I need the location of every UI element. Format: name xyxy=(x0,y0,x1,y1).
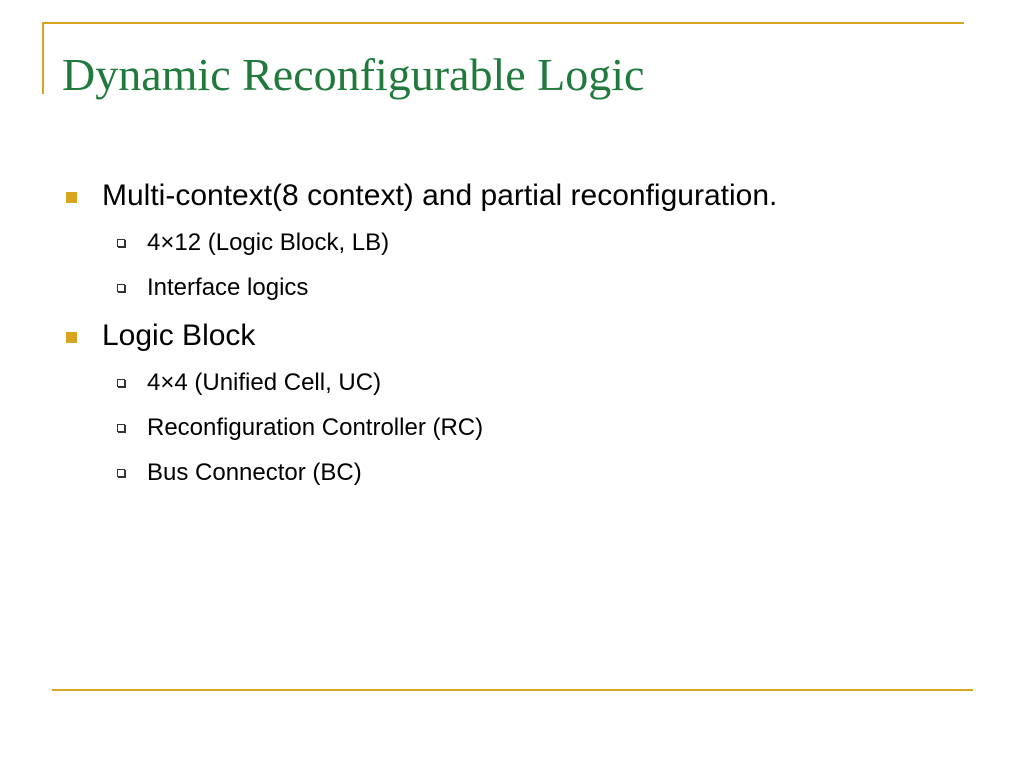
filled-square-bullet-icon xyxy=(66,332,77,343)
hollow-square-bullet-icon xyxy=(117,239,125,247)
hollow-square-bullet-icon xyxy=(117,469,125,477)
sub-bullet-text: 4×12 (Logic Block, LB) xyxy=(147,229,390,256)
sub-bullet-item xyxy=(64,450,994,495)
sub-bullet-item xyxy=(64,265,994,310)
filled-square-bullet-icon xyxy=(66,192,77,203)
hollow-square-bullet-icon xyxy=(117,284,125,292)
hollow-square-bullet-icon xyxy=(117,379,125,387)
left-rule xyxy=(42,22,44,94)
sub-bullet-text: Interface logics xyxy=(147,274,309,301)
sub-bullet-list xyxy=(64,360,994,497)
sub-bullet-item xyxy=(64,360,994,405)
hollow-square-bullet-icon xyxy=(117,424,125,432)
bullet-item xyxy=(64,172,994,220)
top-rule xyxy=(42,22,964,24)
slide-title: Dynamic Reconfigurable Logic xyxy=(62,49,645,100)
bullet-list xyxy=(64,172,994,497)
sub-bullet-list xyxy=(64,220,994,312)
sub-bullet-item xyxy=(64,220,994,265)
bullet-item xyxy=(64,312,994,360)
bullet-text: Multi-context(8 context) and partial reconfiguration. xyxy=(102,179,778,212)
sub-bullet-text: 4×4 (Unified Cell, UC) xyxy=(147,369,382,396)
sub-bullet-item xyxy=(64,405,994,450)
sub-bullet-text: Reconfiguration Controller (RC) xyxy=(147,414,484,441)
bottom-rule xyxy=(52,689,973,691)
bullet-text: Logic Block xyxy=(102,319,256,352)
sub-bullet-text: Bus Connector (BC) xyxy=(147,459,362,486)
